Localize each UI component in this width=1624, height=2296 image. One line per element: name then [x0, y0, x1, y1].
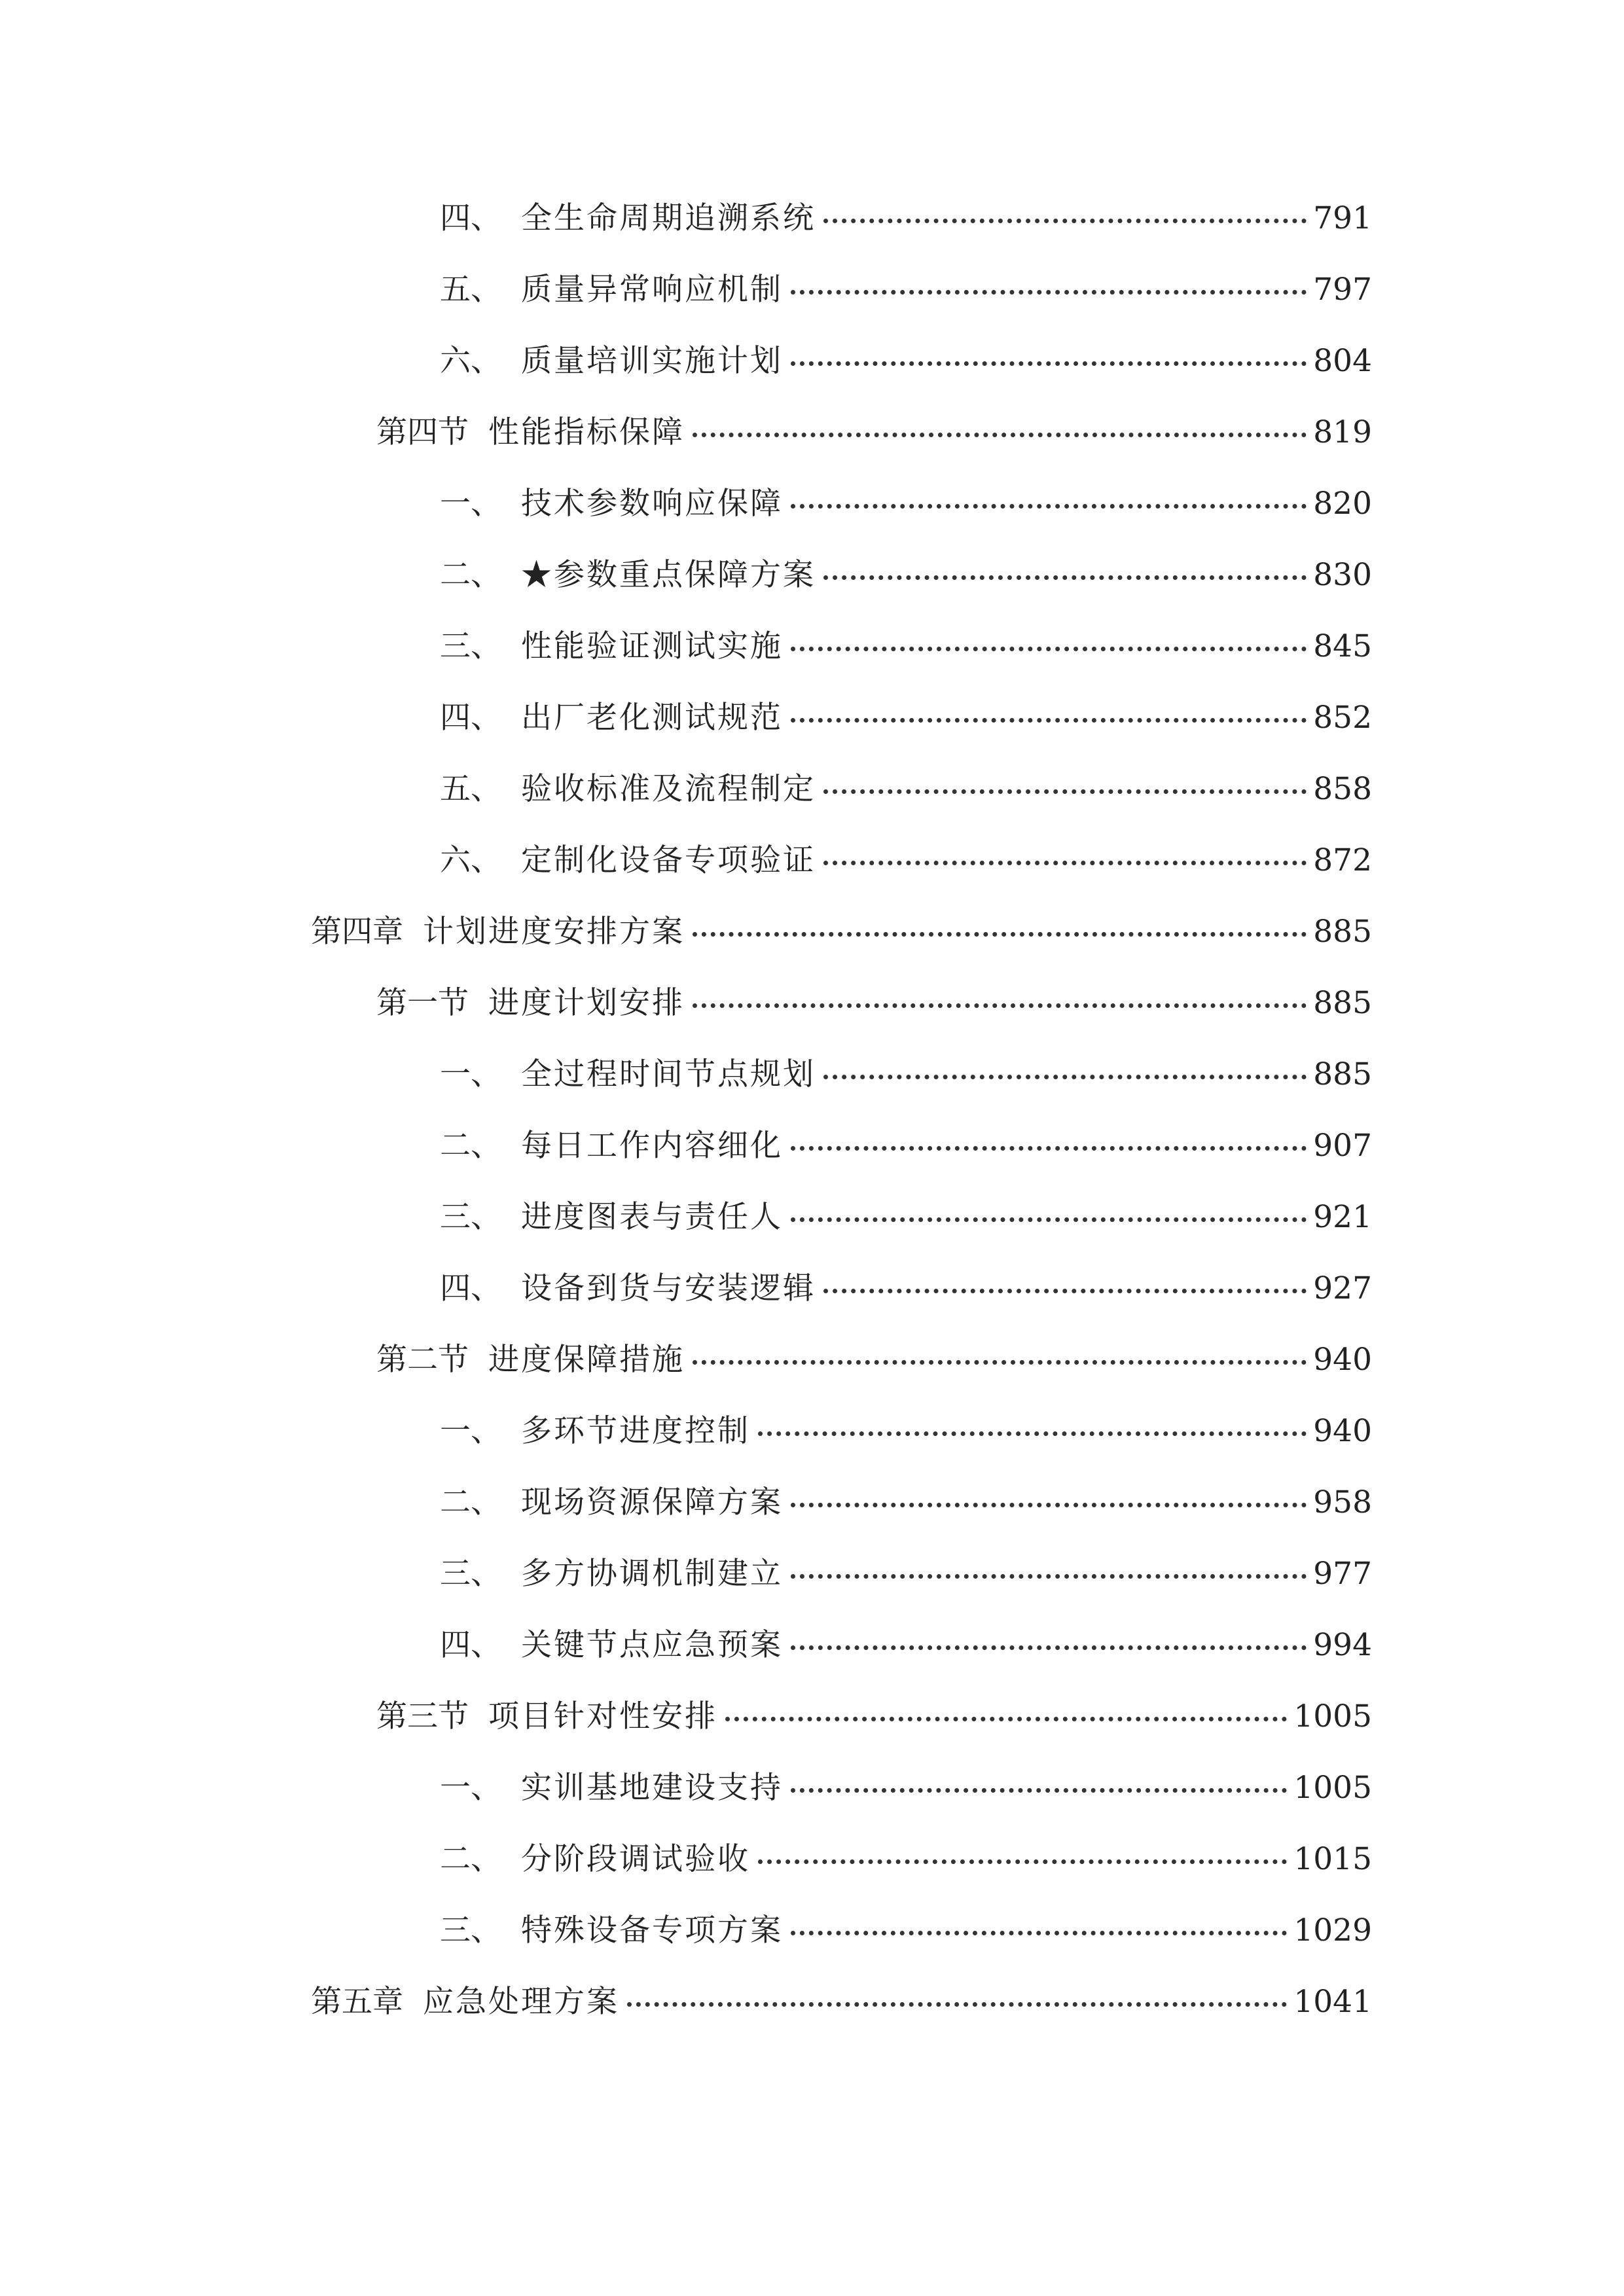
dot-leader [791, 1146, 1307, 1151]
toc-entry-page: 819 [1313, 414, 1372, 450]
dot-leader [791, 1931, 1287, 1935]
toc-entry-number: 第二节 [376, 1342, 469, 1378]
toc-entry-number: 第三节 [376, 1698, 469, 1734]
toc-entry-number: 一、 [440, 486, 501, 522]
toc-entry-title: 质量培训实施计划 [521, 343, 783, 379]
dot-leader [791, 647, 1307, 651]
toc-entry[interactable] [440, 763, 1372, 816]
toc-entry-page: 797 [1313, 272, 1372, 308]
toc-entry[interactable] [440, 1405, 1372, 1458]
toc-entry[interactable] [440, 192, 1372, 245]
toc-entry-number: 第四章 [311, 914, 403, 950]
toc-entry-page: 940 [1313, 1342, 1372, 1378]
dot-leader [791, 361, 1307, 366]
toc-entry[interactable] [440, 1833, 1372, 1886]
toc-entry-title: 特殊设备专项方案 [521, 1912, 783, 1948]
toc-entry-page: 958 [1313, 1484, 1372, 1520]
dot-leader [693, 433, 1307, 437]
toc-entry-title: 每日工作内容细化 [521, 1128, 783, 1164]
toc-entry[interactable] [440, 1477, 1372, 1529]
toc-entry-number: 四、 [440, 1270, 501, 1306]
toc-entry-title: 实训基地建设支持 [521, 1770, 783, 1806]
dot-leader [791, 504, 1307, 509]
toc-entry[interactable] [440, 1049, 1372, 1101]
toc-entry-title: 出厂老化测试规范 [521, 700, 783, 736]
dot-leader [791, 1503, 1307, 1507]
toc-entry-page: 1029 [1293, 1912, 1372, 1948]
toc-entry[interactable] [311, 906, 1372, 958]
toc-entry-title: 进度保障措施 [488, 1342, 685, 1378]
toc-entry-page: 791 [1313, 200, 1372, 236]
dot-leader [693, 932, 1307, 937]
dot-leader [791, 1645, 1307, 1650]
toc-entry[interactable] [440, 335, 1372, 387]
toc-entry[interactable] [440, 1120, 1372, 1172]
toc-entry[interactable] [376, 1691, 1372, 1743]
dot-leader [627, 2002, 1287, 2007]
toc-entry-page: 872 [1313, 842, 1372, 878]
toc-entry[interactable] [440, 620, 1372, 673]
toc-entry-page: 1041 [1293, 1984, 1372, 2020]
toc-entry-page: 921 [1313, 1199, 1372, 1235]
dot-leader [791, 290, 1307, 295]
dot-leader [693, 1360, 1307, 1365]
toc-entry-number: 一、 [440, 1413, 501, 1449]
toc-entry-page: 1005 [1293, 1770, 1372, 1806]
toc-entry[interactable] [376, 977, 1372, 1030]
toc-entry-number: 四、 [440, 1627, 501, 1663]
toc-entry-page: 994 [1313, 1627, 1372, 1663]
toc-entry-title: 计划进度安排方案 [423, 914, 685, 950]
toc-entry[interactable] [376, 406, 1372, 459]
toc-entry-number: 第五章 [311, 1984, 403, 2020]
toc-entry-title: 项目针对性安排 [488, 1698, 717, 1734]
toc-entry-page: 845 [1313, 628, 1372, 664]
toc-entry-page: 852 [1313, 700, 1372, 736]
toc-entry-title: 性能验证测试实施 [521, 628, 783, 664]
toc-entry-number: 第四节 [376, 414, 469, 450]
toc-entry-number: 二、 [440, 1484, 501, 1520]
toc-entry[interactable] [440, 264, 1372, 316]
toc-entry-number: 四、 [440, 700, 501, 736]
toc-entry-number: 一、 [440, 1056, 501, 1092]
toc-entry[interactable] [440, 1619, 1372, 1672]
toc-entry-page: 885 [1313, 985, 1372, 1021]
toc-entry-number: 三、 [440, 628, 501, 664]
toc-entry-title: 进度计划安排 [488, 985, 685, 1021]
toc-entry-number: 五、 [440, 771, 501, 807]
toc-entry-title: 验收标准及流程制定 [521, 771, 816, 807]
toc-entry-title: 质量异常响应机制 [521, 272, 783, 308]
toc-entry-number: 一、 [440, 1770, 501, 1806]
toc-entry-page: 1005 [1293, 1698, 1372, 1734]
dot-leader [791, 1574, 1307, 1579]
dot-leader [823, 575, 1307, 580]
toc-entry-title: 设备到货与安装逻辑 [521, 1270, 816, 1306]
toc-entry-number: 二、 [440, 557, 501, 593]
dot-leader [823, 861, 1307, 865]
toc-entry-title: 全过程时间节点规划 [521, 1056, 816, 1092]
toc-entry-number: 二、 [440, 1128, 501, 1164]
toc-entry[interactable] [440, 478, 1372, 530]
toc-entry[interactable] [376, 1334, 1372, 1386]
dot-leader [791, 718, 1307, 723]
toc-entry[interactable] [440, 1905, 1372, 1957]
toc-entry-number: 三、 [440, 1556, 501, 1592]
toc-entry-number: 第一节 [376, 985, 469, 1021]
toc-entry-page: 885 [1313, 1056, 1372, 1092]
toc-entry-page: 977 [1313, 1556, 1372, 1592]
dot-leader [823, 1075, 1307, 1079]
toc-entry-title: 多方协调机制建立 [521, 1556, 783, 1592]
dot-leader [823, 219, 1307, 223]
dot-leader [791, 1788, 1287, 1793]
toc-entry-page: 1015 [1293, 1841, 1372, 1877]
toc-entry-number: 三、 [440, 1912, 501, 1948]
dot-leader [823, 789, 1307, 794]
toc-entry-number: 三、 [440, 1199, 501, 1235]
toc-entry[interactable] [311, 1976, 1372, 2028]
toc-entry-title: 技术参数响应保障 [521, 486, 783, 522]
toc-entry-page: 940 [1313, 1413, 1372, 1449]
toc-entry[interactable] [440, 1263, 1372, 1315]
toc-entry-number: 六、 [440, 343, 501, 379]
toc-entry[interactable] [440, 1762, 1372, 1814]
toc-entry-title: 关键节点应急预案 [521, 1627, 783, 1663]
toc-entry-number: 六、 [440, 842, 501, 878]
toc-entry-number: 四、 [440, 200, 501, 236]
toc-entry[interactable] [440, 692, 1372, 744]
dot-leader [823, 1289, 1307, 1293]
dot-leader [693, 1003, 1307, 1008]
toc-entry-title: 性能指标保障 [488, 414, 685, 450]
toc-entry[interactable] [440, 1191, 1372, 1244]
toc-entry-title: 现场资源保障方案 [521, 1484, 783, 1520]
toc-entry[interactable] [440, 549, 1372, 601]
toc-entry-page: 804 [1313, 343, 1372, 379]
toc-entry-title: 多环节进度控制 [521, 1413, 750, 1449]
toc-entry-page: 927 [1313, 1270, 1372, 1306]
dot-leader [758, 1431, 1307, 1436]
toc-entry-number: 五、 [440, 272, 501, 308]
toc-entry-number: 二、 [440, 1841, 501, 1877]
toc-entry-page: 907 [1313, 1128, 1372, 1164]
dot-leader [758, 1859, 1287, 1864]
toc-entry-page: 885 [1313, 914, 1372, 950]
dot-leader [791, 1217, 1307, 1222]
toc-entry-title: 分阶段调试验收 [521, 1841, 750, 1877]
dot-leader [725, 1717, 1287, 1721]
toc-entry-title: 全生命周期追溯系统 [521, 200, 816, 236]
toc-entry-title: 应急处理方案 [423, 1984, 619, 2020]
toc-entry[interactable] [440, 1548, 1372, 1600]
toc-entry[interactable] [440, 834, 1372, 887]
toc-entry-title: ★参数重点保障方案 [521, 557, 816, 593]
toc-entry-title: 进度图表与责任人 [521, 1199, 783, 1235]
toc-entry-page: 820 [1313, 486, 1372, 522]
toc-entry-title: 定制化设备专项验证 [521, 842, 816, 878]
toc-entry-page: 858 [1313, 771, 1372, 807]
toc-entry-page: 830 [1313, 557, 1372, 593]
